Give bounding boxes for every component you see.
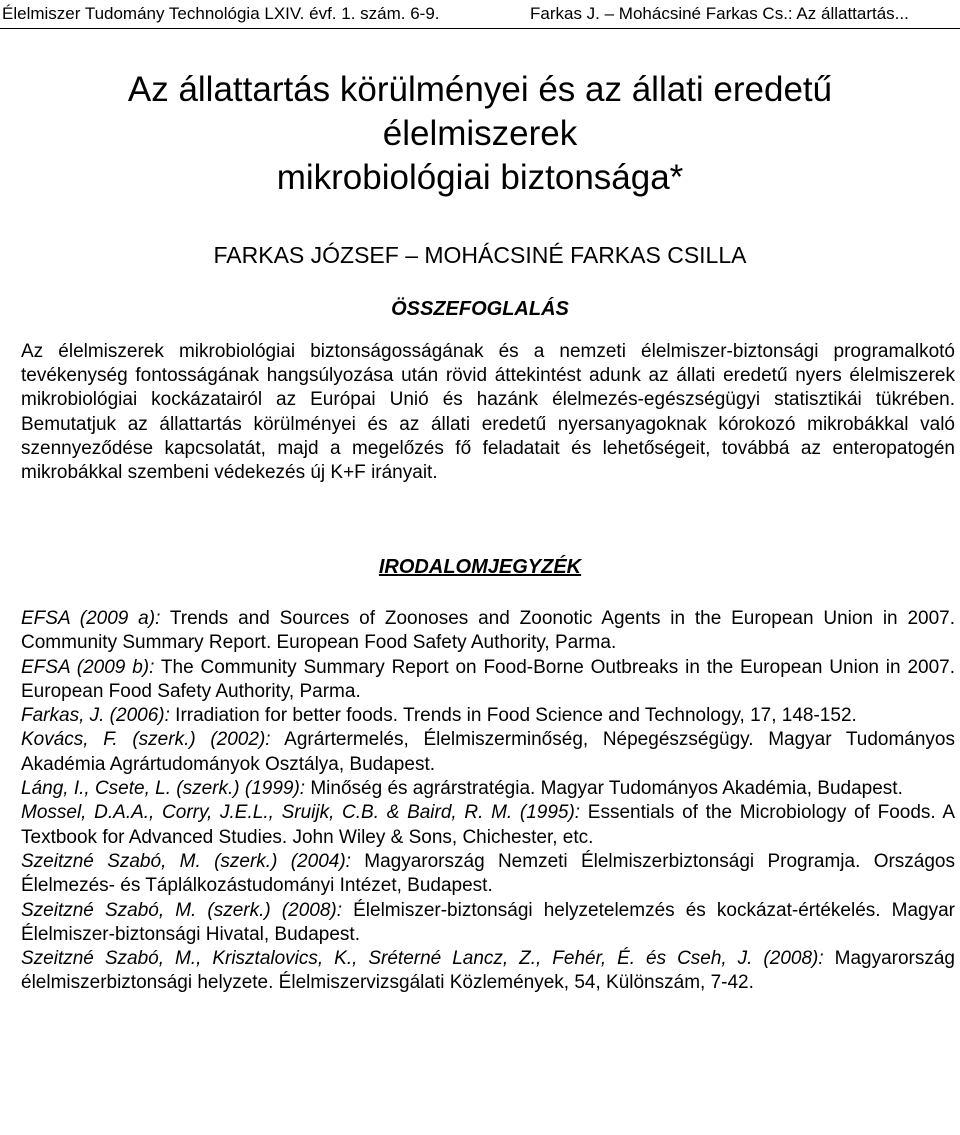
reference-author: Szeitzné Szabó, M. (szerk.) (2008):	[21, 899, 343, 921]
reference-author: Mossel, D.A.A., Corry, J.E.L., Sruijk, C.B. & Baird, R. M. (1995):	[21, 802, 581, 824]
reference-item	[21, 801, 955, 850]
reference-item	[21, 777, 955, 801]
reference-text: Agrártermelés, Élelmiszerminőség, Népegészségügy. Magyar Tudományos Akadémia Agrártudományok Osztálya, Budapest.	[21, 729, 955, 775]
reference-author: EFSA (2009 a):	[21, 608, 161, 629]
title-line: Az állattartás körülményei és az állati eredetű	[127, 70, 833, 109]
reference-item	[21, 850, 955, 899]
reference-text: Essentials of the Microbiology of Foods. A Textbook for Advanced Studies. John Wiley & Sons, Chichester, etc.	[21, 802, 956, 848]
running-title: Farkas J. – Mohácsiné Farkas Cs.: Az állattartás...	[530, 4, 909, 23]
reference-text: Magyarország élelmiszerbiztonsági helyzete. Élelmiszervizsgálati Közlemények, 54, Különszám, 7-42.	[21, 948, 955, 994]
title-line: élelmiszerek	[382, 114, 578, 153]
reference-author: Szeitzné Szabó, M., Krisztalovics, K., Sréterné Lancz, Z., Fehér, É. és Cseh, J. (2008):	[21, 948, 824, 970]
reference-item	[21, 947, 955, 996]
reference-author: Szeitzné Szabó, M. (szerk.) (2004):	[21, 850, 351, 872]
reference-author: EFSA (2009 b):	[21, 656, 155, 678]
article-title	[0, 68, 960, 200]
journal-citation: Élelmiszer Tudomány Technológia LXIV. évf. 1. szám. 6-9.	[2, 4, 440, 23]
reference-author: Láng, I., Csete, L. (szerk.) (1999):	[21, 778, 306, 800]
abstract-text: Az élelmiszerek mikrobiológiai biztonságosságának és a nemzeti élelmiszer-biztonsági programalkotó tevékenység fontosságának hangsúlyozása után rövid áttekintést adunk az állati eredetű nyers élelmiszerek mikrobiológiai kockázatairól az Európai Unió és hazánk élelmezés-egészségügyi statisztikái tükrében. Bemutatjuk az állattartás körülményei és az állati eredetű nyersanyagoknak kórokozó mikrobákkal való szennyeződése kapcsolatát, majd a megelőzés fő feladatait és lehetőségeit, továbbá az enteropatogén mikrobákkal szembeni védekezés új K+F irányait.	[21, 341, 955, 484]
reference-text: Magyarország Nemzeti Élelmiszerbiztonsági Programja. Országos Élelmezés- és Táplálkozástudományi Intézet, Budapest.	[21, 850, 955, 897]
reference-text: Élelmiszer-biztonsági helyzetelemzés és kockázat-értékelés. Magyar Élelmiszer-biztonsági Hivatal, Budapest.	[21, 899, 956, 945]
reference-author: Kovács, F. (szerk.) (2002):	[21, 729, 271, 751]
reference-text: The Community Summary Report on Food-Borne Outbreaks in the European Union in 2007. European Food Safety Authority, Parma.	[21, 656, 955, 702]
references-heading: IRODALOMJEGYZÉK	[378, 556, 582, 578]
page-header	[2, 4, 960, 26]
reference-text: Trends and Sources of Zoonoses and Zoonotic Agents in the European Union in 2007. Community Summary Report. European Food Safety Authority, Parma.	[21, 608, 956, 654]
title-line: mikrobiológiai biztonsága*	[276, 158, 684, 197]
reference-text: Irradiation for better foods. Trends in Food Science and Technology, 17, 148-152.	[169, 705, 857, 727]
authors: FARKAS JÓZSEF – MOHÁCSINÉ FARKAS CSILLA	[213, 242, 747, 268]
header-divider	[0, 28, 960, 29]
reference-item	[21, 704, 955, 728]
reference-list	[21, 607, 955, 996]
reference-item	[21, 656, 955, 705]
reference-item	[21, 607, 955, 656]
reference-item	[21, 728, 955, 777]
reference-text: Minőség és agrárstratégia. Magyar Tudományos Akadémia, Budapest.	[305, 778, 903, 800]
summary-heading: ÖSSZEFOGLALÁS	[391, 298, 569, 320]
reference-author: Farkas, J. (2006):	[21, 705, 170, 727]
reference-item	[21, 899, 955, 948]
